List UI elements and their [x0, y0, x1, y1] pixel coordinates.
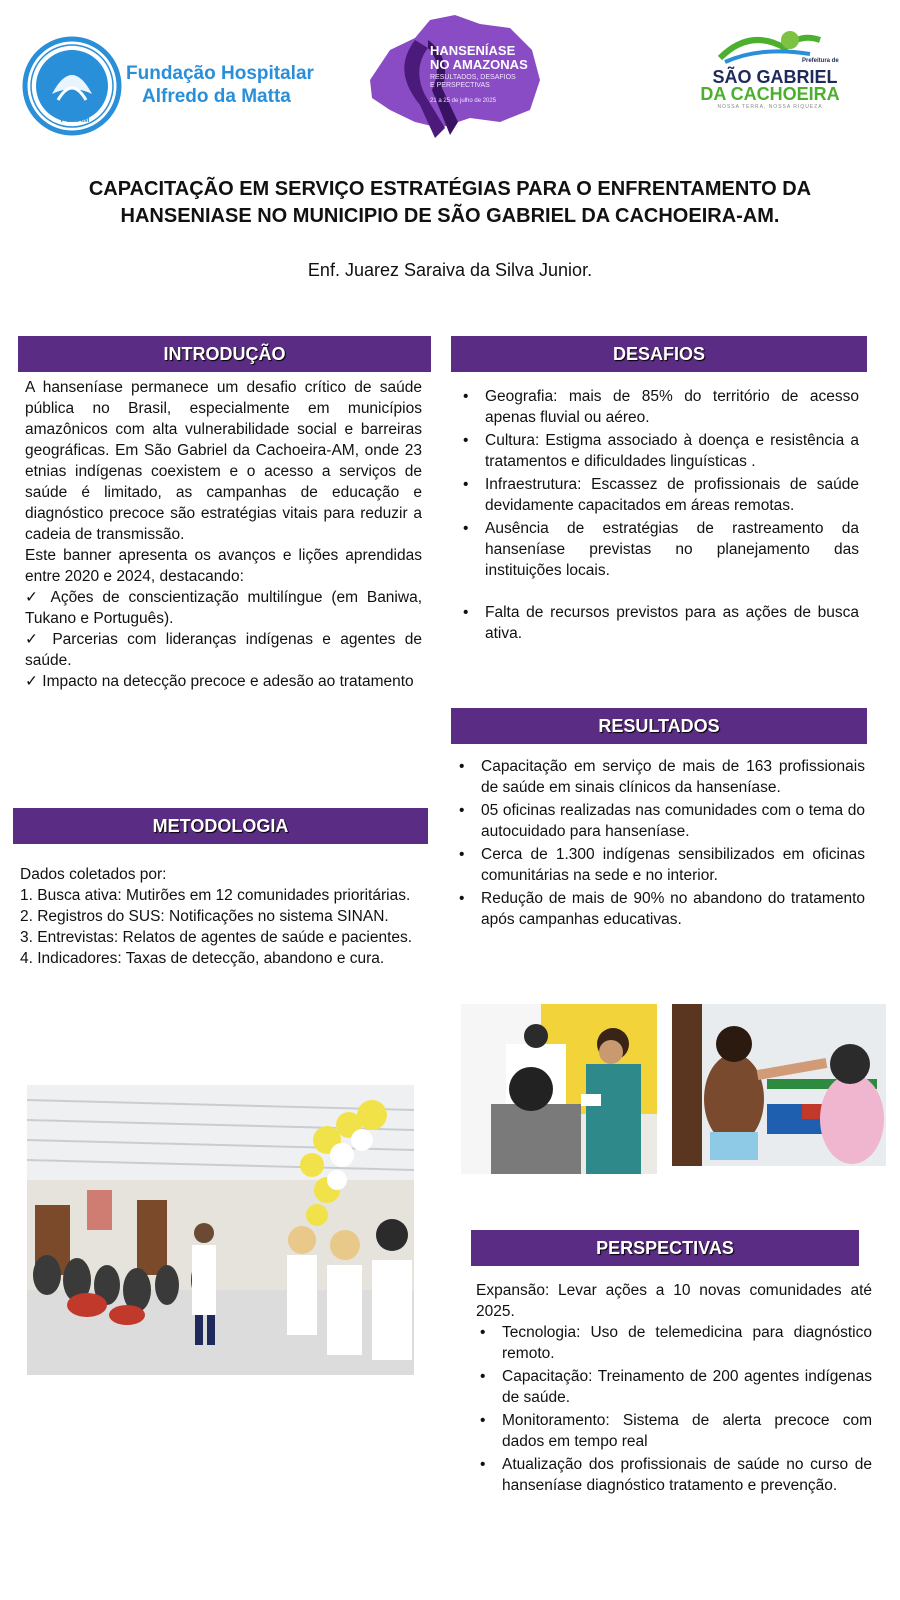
fuham-org-name	[126, 62, 326, 108]
fuham-seal-label: FUHAM	[60, 115, 90, 124]
poster-author: Enf. Juarez Saraiva da Silva Junior.	[307, 260, 593, 280]
desafios-heading: DESAFIOS	[451, 336, 867, 372]
introducao-check-1: ✓ Ações de conscientização multilíngue (em Baniwa, Tukano e Português).	[25, 589, 422, 627]
introducao-heading: INTRODUÇÃO	[18, 336, 431, 372]
resultados-list	[455, 756, 865, 932]
sg-logo-line1: SÃO GABRIEL	[712, 67, 838, 87]
amz-logo-line3: RESULTADOS, DESAFIOS	[430, 74, 516, 81]
resultados-heading: RESULTADOS	[451, 708, 867, 744]
resultados-item: • Cerca de 1.300 indígenas sensibilizados em oficinas comunitárias na sede e no interior.	[455, 844, 865, 886]
introducao-check-2: ✓ Parcerias com lideranças indígenas e agentes de saúde.	[25, 631, 422, 669]
clinical-exam-photo-2	[672, 1004, 886, 1166]
introducao-check-3: ✓ Impacto na detecção precoce e adesão ao tratamento	[25, 673, 414, 690]
desafios-item: • Ausência de estratégias de rastreamento da hanseníase previstas no planejamento das instituições locais.	[459, 518, 859, 581]
metodologia-item: 4. Indicadores: Taxas de detecção, abandono e cura.	[20, 950, 385, 967]
sg-logo-tagline: NOSSA TERRA, NOSSA RIQUEZA	[717, 104, 823, 110]
sao-gabriel-logo	[690, 28, 850, 113]
metodologia-item: 3. Entrevistas: Relatos de agentes de saúde e pacientes.	[20, 929, 413, 946]
sg-logo-small: Prefeitura de	[802, 58, 839, 64]
perspectivas-item: • Monitoramento: Sistema de alerta precoce com dados em tempo real	[476, 1410, 872, 1452]
desafios-list	[459, 386, 859, 646]
resultados-item: • 05 oficinas realizadas nas comunidades com o tema do autocuidado para hanseníase.	[455, 800, 865, 842]
metodologia-item: 1. Busca ativa: Mutirões em 12 comunidades prioritárias.	[20, 887, 411, 904]
hanseniase-amazonas-logo	[360, 10, 545, 145]
introducao-body	[25, 377, 422, 692]
perspectivas-heading: PERSPECTIVAS	[471, 1230, 859, 1266]
amz-logo-line1: HANSENÍASE	[430, 43, 516, 58]
metodologia-body	[20, 864, 425, 969]
introducao-paragraph-2: Este banner apresenta os avanços e lições aprendidas entre 2020 e 2024, destacando:	[25, 547, 422, 585]
metodologia-lead: Dados coletados por:	[20, 866, 167, 883]
sg-logo-line2: DA CACHOEIRA	[700, 84, 840, 104]
amz-logo-line4: E PERSPECTIVAS	[430, 82, 490, 89]
perspectivas-list	[476, 1322, 872, 1498]
community-meeting-photo	[27, 1085, 414, 1375]
perspectivas-item: • Capacitação: Treinamento de 200 agentes indígenas de saúde.	[476, 1366, 872, 1408]
resultados-item: • Capacitação em serviço de mais de 163 profissionais de saúde em sinais clínicos da hanseníase.	[455, 756, 865, 798]
amz-logo-line5: 21 a 25 de julho de 2025	[430, 98, 497, 104]
fuham-name-line2: Alfredo da Matta	[142, 86, 291, 107]
resultados-item: • Redução de mais de 90% no abandono do tratamento após campanhas educativas.	[455, 888, 865, 930]
desafios-item: • Geografia: mais de 85% do território de acesso apenas fluvial ou aéreo.	[459, 386, 859, 428]
desafios-item: • Infraestrutura: Escassez de profissionais de saúde devidamente capacitados em áreas remotas.	[459, 474, 859, 516]
amz-logo-line2: NO AMAZONAS	[430, 57, 528, 72]
perspectivas-lead: Expansão: Levar ações a 10 novas comunidades até 2025.	[476, 1282, 872, 1320]
fuham-name-line1: Fundação Hospitalar	[126, 63, 314, 84]
metodologia-item: 2. Registros do SUS: Notificações no sistema SINAN.	[20, 908, 389, 925]
poster-title: CAPACITAÇÃO EM SERVIÇO ESTRATÉGIAS PARA O ENFRENTAMENTO DA HANSENIASE NO MUNICIPIO DE SÃO GABRIEL DA CACHOEIRA-AM.	[88, 178, 812, 227]
clinical-exam-photo-1	[461, 1004, 657, 1174]
metodologia-heading: METODOLOGIA	[13, 808, 428, 844]
desafios-item: • Cultura: Estigma associado à doença e resistência a tratamentos e dificuldades linguísticas .	[459, 430, 859, 472]
perspectivas-item: • Tecnologia: Uso de telemedicina para diagnóstico remoto.	[476, 1322, 872, 1364]
introducao-paragraph-1: A hanseníase permanece um desafio crítico de saúde pública no Brasil, especialmente em municípios amazônicos com alta vulnerabilidade social e barreiras geográficas. Em São Gabriel da Cachoeira-AM, onde 23 etnias indígenas coexistem e o acesso a serviços de saúde é limitado, as campanhas de educação e diagnóstico precoce são estratégias vitais para reduzir a cadeia de transmissão.	[25, 379, 422, 543]
perspectivas-item: • Atualização dos profissionais de saúde no curso de hanseníase diagnóstico tratamento e prevenção.	[476, 1454, 872, 1496]
desafios-item: • Falta de recursos previstos para as ações de busca ativa.	[459, 602, 859, 644]
